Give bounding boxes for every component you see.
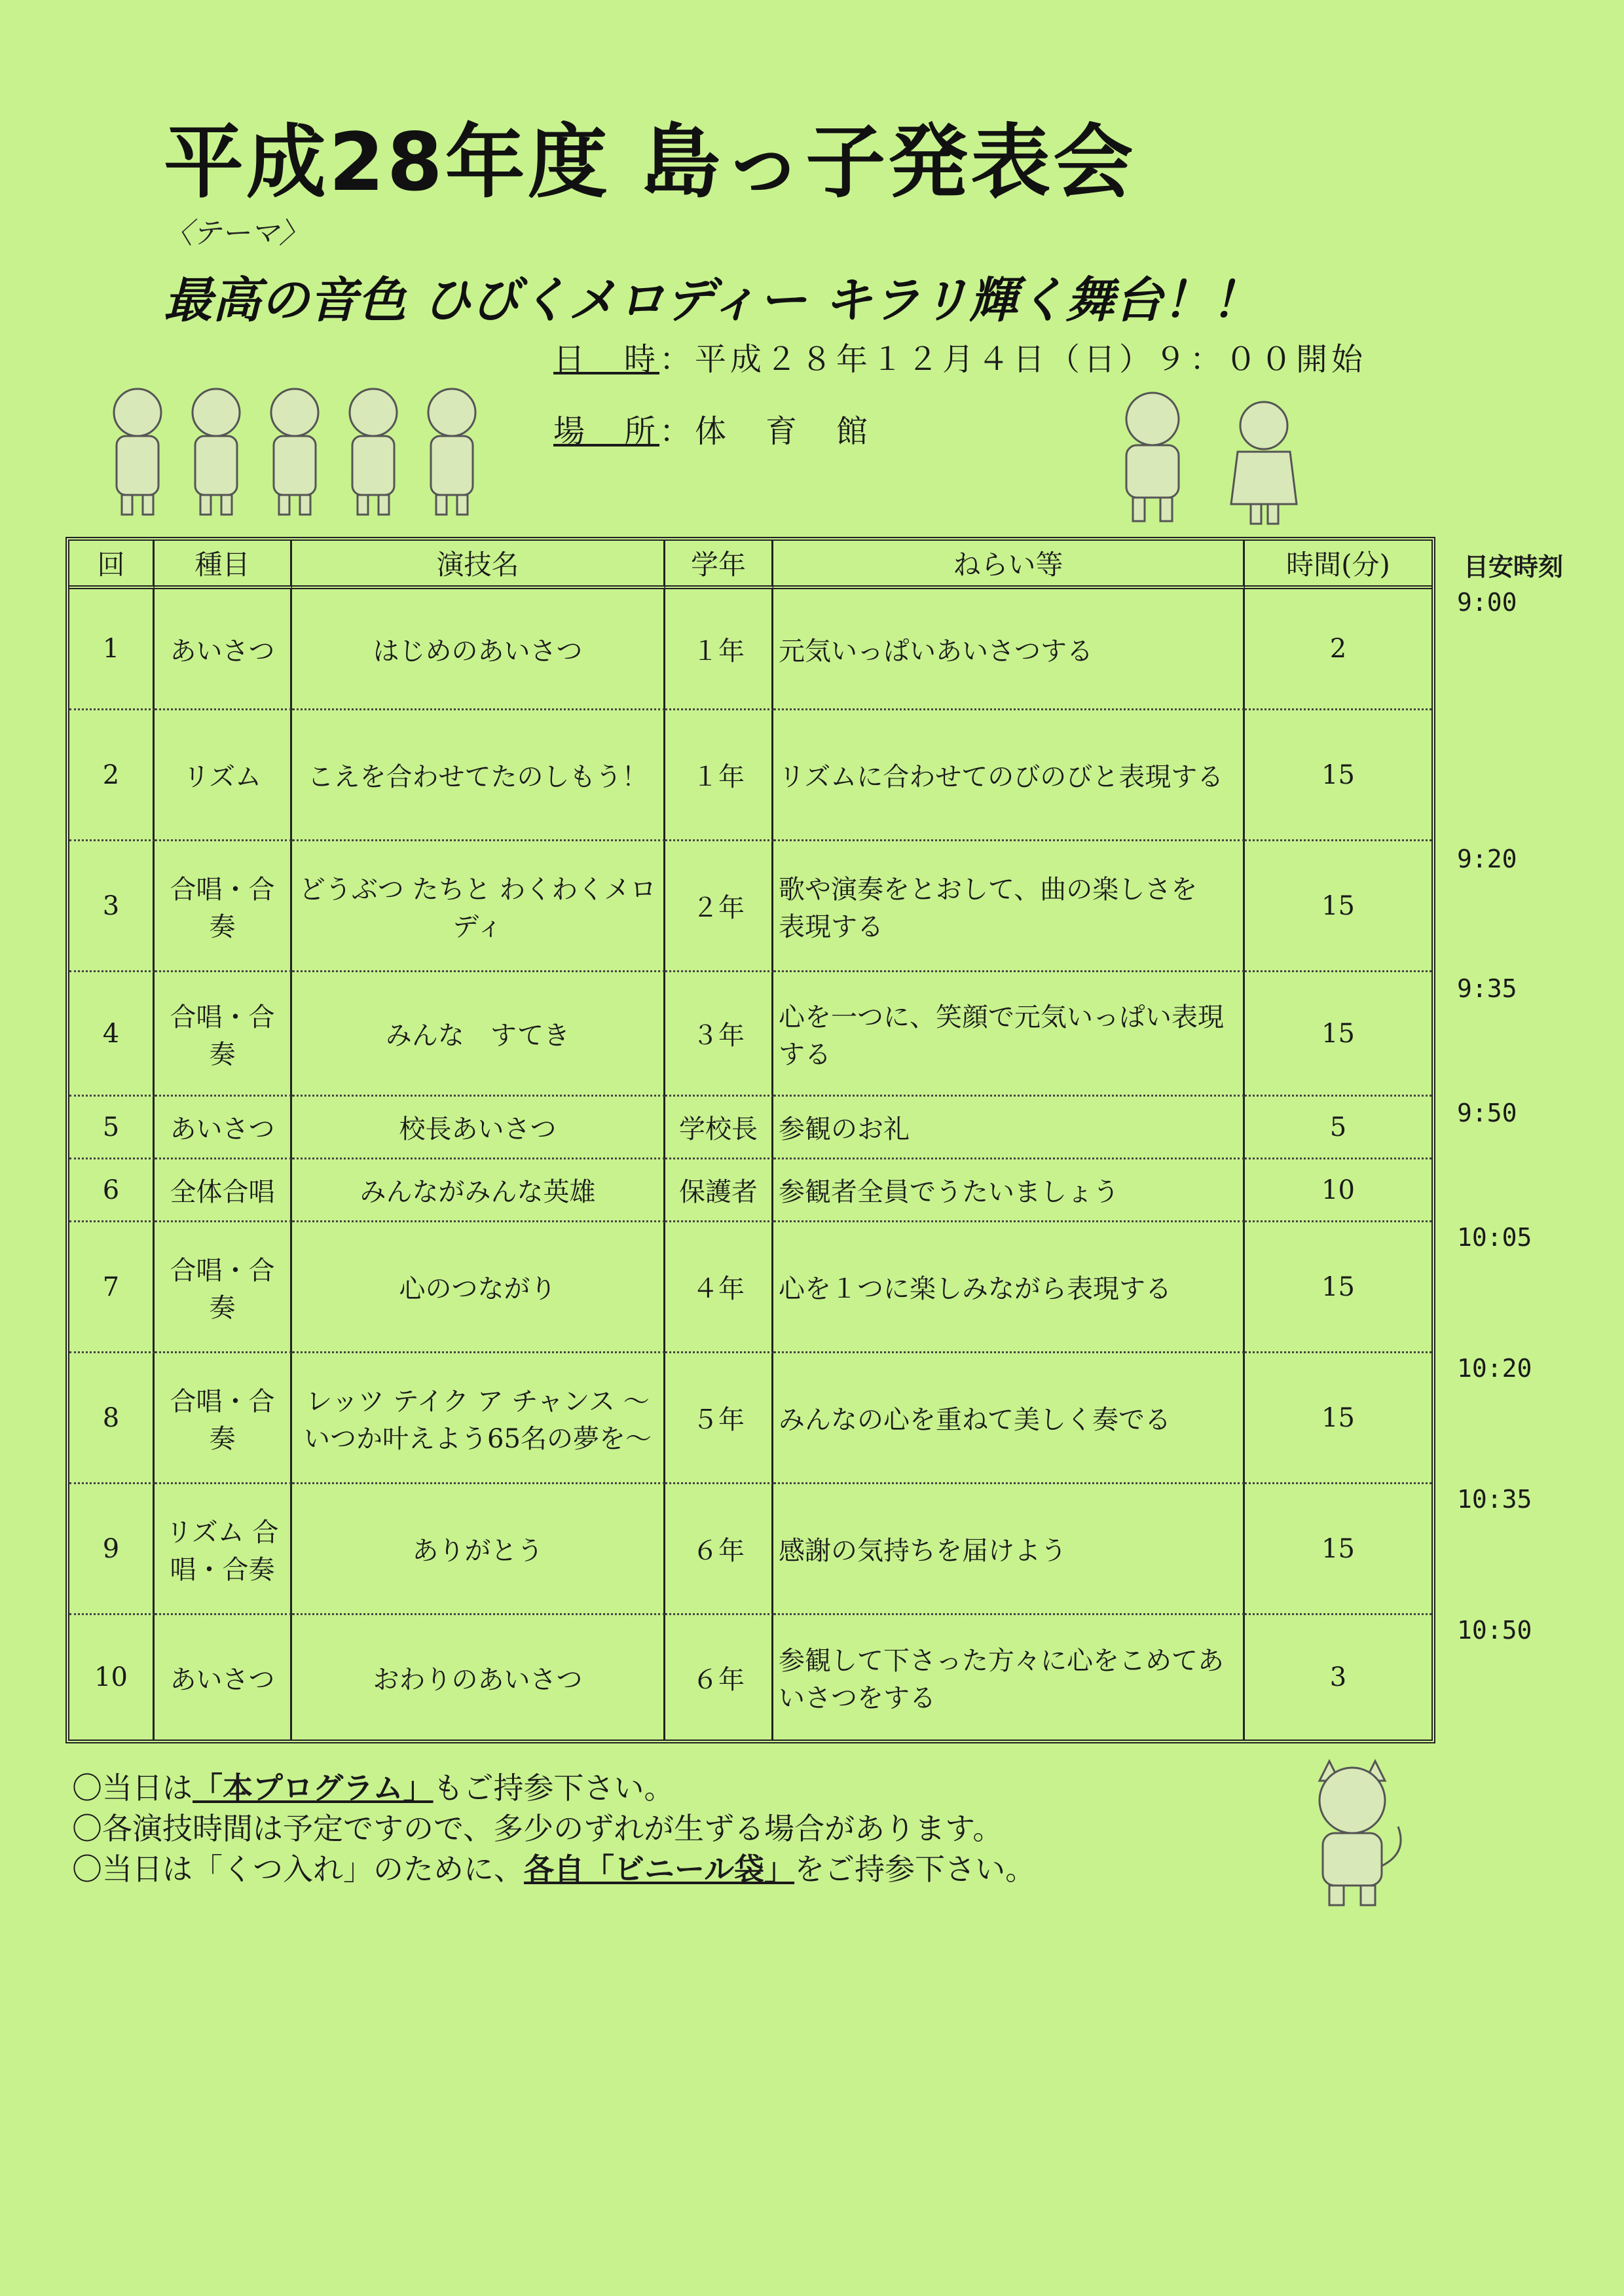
row-type: 合唱・合奏: [155, 972, 292, 1097]
row-name: レッツ テイク ア チャンス ～いつか叶えよう65名の夢を～: [292, 1353, 665, 1484]
row-grade: ６年: [665, 1484, 773, 1615]
page-title: 平成28年度 島っ子発表会: [164, 116, 1136, 209]
row-aim: 心を１つに楽しみながら表現する: [773, 1222, 1245, 1353]
time-mark: 10:20: [1457, 1354, 1532, 1383]
row-name: 心のつながり: [292, 1222, 665, 1353]
row-grade: ２年: [665, 841, 773, 972]
row-aim: 心を一つに、笑顔で元気いっぱい表現する: [773, 972, 1245, 1097]
note-text: をご持参下さい。: [794, 1851, 1036, 1887]
children-illustration: [98, 386, 504, 524]
theme-subtitle: 最高の音色 ひびくメロディー キラリ輝く舞台！！: [164, 272, 1260, 329]
event-place: [553, 406, 872, 451]
row-type: リズム 合唱・合奏: [155, 1484, 292, 1615]
row-name: みんな すてき: [292, 972, 665, 1097]
date-value: ：平成２８年１２月４日（日）９：００開始: [659, 341, 1367, 378]
row-minutes: 10: [1245, 1159, 1431, 1222]
row-aim: 参観のお礼: [773, 1097, 1245, 1159]
row-grade: ６年: [665, 1615, 773, 1740]
theme-label: 〈テーマ〉: [164, 217, 308, 250]
table-row: [69, 1097, 1431, 1159]
program-table: [65, 537, 1435, 1743]
row-name: はじめのあいさつ: [292, 589, 665, 710]
place-label: 場 所: [553, 413, 660, 450]
row-type: 全体合唱: [155, 1159, 292, 1222]
row-name: こえを合わせてたのしもう！: [292, 710, 665, 841]
table-row: [69, 972, 1431, 1097]
row-name: 校長あいさつ: [292, 1097, 665, 1159]
row-minutes: 15: [1245, 710, 1431, 841]
note-text: 〇当日は: [72, 1770, 193, 1806]
date-label: 日 時: [553, 341, 660, 378]
performers-illustration: [1087, 380, 1323, 530]
row-minutes: 5: [1245, 1097, 1431, 1159]
row-type: あいさつ: [155, 589, 292, 710]
row-no: 10: [69, 1615, 155, 1740]
note-emphasis: 「本プログラム」: [193, 1770, 434, 1806]
row-aim: 参観して下さった方々に心をこめてあいさつをする: [773, 1615, 1245, 1740]
row-grade: 学校長: [665, 1097, 773, 1159]
header-name: 演技名: [292, 541, 665, 589]
notes: [72, 1768, 1035, 1889]
time-mark: 10:35: [1457, 1485, 1532, 1514]
row-no: 8: [69, 1353, 155, 1484]
table-row: [69, 1159, 1431, 1222]
header-type: 種目: [155, 541, 292, 589]
table-row: [69, 1353, 1431, 1484]
time-mark: 10:50: [1457, 1616, 1532, 1645]
row-aim: 元気いっぱいあいさつする: [773, 589, 1245, 710]
row-no: 4: [69, 972, 155, 1097]
header-minutes: 時間(分): [1245, 541, 1431, 589]
row-type: 合唱・合奏: [155, 841, 292, 972]
row-name: おわりのあいさつ: [292, 1615, 665, 1740]
table-header-row: [69, 541, 1431, 589]
table-row: [69, 1615, 1431, 1740]
row-grade: 保護者: [665, 1159, 773, 1222]
row-name: どうぶつ たちと わくわくメロディ: [292, 841, 665, 972]
row-minutes: 15: [1245, 1484, 1431, 1615]
note-item: [72, 1808, 1035, 1849]
note-item: [72, 1768, 1035, 1808]
row-minutes: 15: [1245, 841, 1431, 972]
cat-illustration: [1293, 1755, 1411, 1912]
row-minutes: 15: [1245, 1353, 1431, 1484]
table-row: [69, 1222, 1431, 1353]
row-minutes: 15: [1245, 972, 1431, 1097]
header-grade: 学年: [665, 541, 773, 589]
time-mark: 10:05: [1457, 1223, 1532, 1252]
row-aim: みんなの心を重ねて美しく奏でる: [773, 1353, 1245, 1484]
times-header: 目安時刻: [1464, 553, 1564, 581]
row-grade: １年: [665, 710, 773, 841]
note-text: 〇各演技時間は予定ですので、多少のずれが生ずる場合があります。: [72, 1811, 1003, 1846]
row-grade: ４年: [665, 1222, 773, 1353]
header-aim: ねらい等: [773, 541, 1245, 589]
row-aim: 歌や演奏をとおして、曲の楽しさを 表現する: [773, 841, 1245, 972]
row-type: あいさつ: [155, 1097, 292, 1159]
table-row: [69, 589, 1431, 710]
time-mark: 9:35: [1457, 974, 1517, 1003]
row-no: 9: [69, 1484, 155, 1615]
event-date: [553, 334, 1367, 379]
row-aim: リズムに合わせてのびのびと表現する: [773, 710, 1245, 841]
note-emphasis: 各自「ビニール袋」: [524, 1851, 795, 1887]
note-item: [72, 1849, 1035, 1889]
row-type: あいさつ: [155, 1615, 292, 1740]
row-no: 5: [69, 1097, 155, 1159]
time-mark: 9:20: [1457, 845, 1517, 873]
row-grade: ３年: [665, 972, 773, 1097]
row-minutes: 3: [1329, 1662, 1347, 1692]
row-type: 合唱・合奏: [155, 1222, 292, 1353]
row-name: みんながみんな英雄: [292, 1159, 665, 1222]
time-mark: 9:50: [1457, 1099, 1517, 1127]
row-grade: １年: [665, 589, 773, 710]
table-row: [69, 1484, 1431, 1615]
row-minutes: 15: [1245, 1222, 1431, 1353]
row-no: 7: [69, 1222, 155, 1353]
row-type: 合唱・合奏: [155, 1353, 292, 1484]
place-value: ：体 育 館: [659, 413, 872, 450]
row-grade: ５年: [665, 1353, 773, 1484]
note-text: 〇当日は「くつ入れ」のために、: [72, 1851, 524, 1887]
row-no: 2: [69, 710, 155, 841]
time-mark: 9:00: [1457, 588, 1517, 617]
row-minutes: 2: [1245, 589, 1431, 710]
table-row: [69, 710, 1431, 841]
row-no: 1: [69, 589, 155, 710]
row-name: ありがとう: [292, 1484, 665, 1615]
row-aim: 感謝の気持ちを届けよう: [773, 1484, 1245, 1615]
header-no: 回: [69, 541, 155, 589]
row-aim: 参観者全員でうたいましょう: [773, 1159, 1245, 1222]
row-type: リズム: [155, 710, 292, 841]
table-row: [69, 841, 1431, 972]
note-text: もご持参下さい。: [433, 1770, 674, 1806]
row-no: 3: [69, 841, 155, 972]
row-no: 6: [69, 1159, 155, 1222]
